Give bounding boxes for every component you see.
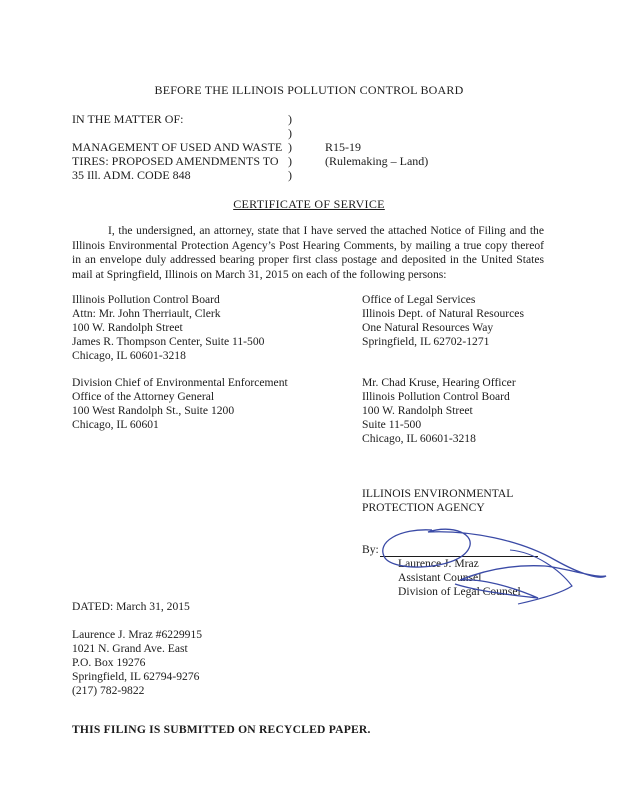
caption-line: IN THE MATTER OF:	[72, 112, 184, 126]
address-line: Office of Legal Services	[362, 293, 476, 306]
contact-line: Springfield, IL 62794-9276	[72, 670, 200, 683]
dated-line: DATED: March 31, 2015	[72, 600, 190, 613]
caption-line: MANAGEMENT OF USED AND WASTE	[72, 140, 283, 154]
address-line: James R. Thompson Center, Suite 11-500	[72, 335, 265, 348]
caption-paren: )	[288, 140, 292, 154]
recipient-address	[72, 376, 288, 432]
contact-line: (217) 782-9822	[72, 684, 145, 697]
recipient-address	[362, 376, 516, 446]
caption-paren: )	[288, 112, 292, 126]
recycled-paper-note: THIS FILING IS SUBMITTED ON RECYCLED PAPER.	[72, 723, 371, 736]
contact-line: 1021 N. Grand Ave. East	[72, 642, 188, 655]
address-line: 100 W. Randolph Street	[362, 404, 473, 417]
address-line: Illinois Pollution Control Board	[362, 390, 510, 403]
document-title: BEFORE THE ILLINOIS POLLUTION CONTROL BOARD	[154, 83, 464, 97]
recipient-address	[72, 293, 264, 363]
attorney-contact	[72, 628, 202, 698]
address-line: Suite 11-500	[362, 418, 422, 431]
agency-line: PROTECTION AGENCY	[362, 501, 485, 514]
address-line: Attn: Mr. John Therriault, Clerk	[72, 307, 221, 320]
address-line: Springfield, IL 62702-1271	[362, 335, 490, 348]
signer-name: Laurence J. Mraz	[398, 557, 479, 570]
address-line: Chicago, IL 60601	[72, 418, 159, 431]
address-line: Office of the Attorney General	[72, 390, 215, 403]
caption-line: TIRES: PROPOSED AMENDMENTS TO	[72, 154, 279, 168]
handwritten-signature	[360, 520, 610, 610]
address-line: Illinois Pollution Control Board	[72, 293, 220, 306]
contact-line: Laurence J. Mraz #6229915	[72, 628, 203, 641]
address-line: Chicago, IL 60601-3218	[72, 349, 186, 362]
signature-stroke	[383, 529, 606, 598]
caption-line: 35 Ill. ADM. CODE 848	[72, 168, 191, 182]
contact-line: P.O. Box 19276	[72, 656, 146, 669]
caption-paren: )	[288, 126, 292, 140]
agency-line: ILLINOIS ENVIRONMENTAL	[362, 487, 514, 500]
caption-paren: )	[288, 154, 292, 168]
address-line: Chicago, IL 60601-3218	[362, 432, 476, 445]
address-line: One Natural Resources Way	[362, 321, 494, 334]
by-label: By:	[362, 543, 379, 556]
certificate-body: I, the undersigned, an attorney, state that I have served the attached Notice of Filing and the Illinois Environmental Protection Agency’s Post Hearing Comments, by mailing a true copy thereof in an envelope duly addressed bearing proper first class postage and deposited in the United States mail at Springfield, Illinois on March 31, 2015 on each of the following persons:	[72, 224, 544, 281]
address-line: 100 W. Randolph Street	[72, 321, 183, 334]
signer-title: Division of Legal Counsel	[398, 585, 521, 598]
signer-title: Assistant Counsel	[398, 571, 482, 584]
address-line: Illinois Dept. of Natural Resources	[362, 307, 524, 320]
caption-paren: )	[288, 168, 292, 182]
agency-name	[362, 487, 513, 515]
certificate-title: CERTIFICATE OF SERVICE	[233, 197, 385, 211]
docket-type: (Rulemaking – Land)	[325, 154, 429, 168]
address-line: Division Chief of Environmental Enforcement	[72, 376, 288, 389]
docket-number: R15-19	[325, 140, 361, 154]
recipient-address	[362, 293, 524, 349]
address-line: 100 West Randolph St., Suite 1200	[72, 404, 235, 417]
address-line: Mr. Chad Kruse, Hearing Officer	[362, 376, 516, 389]
